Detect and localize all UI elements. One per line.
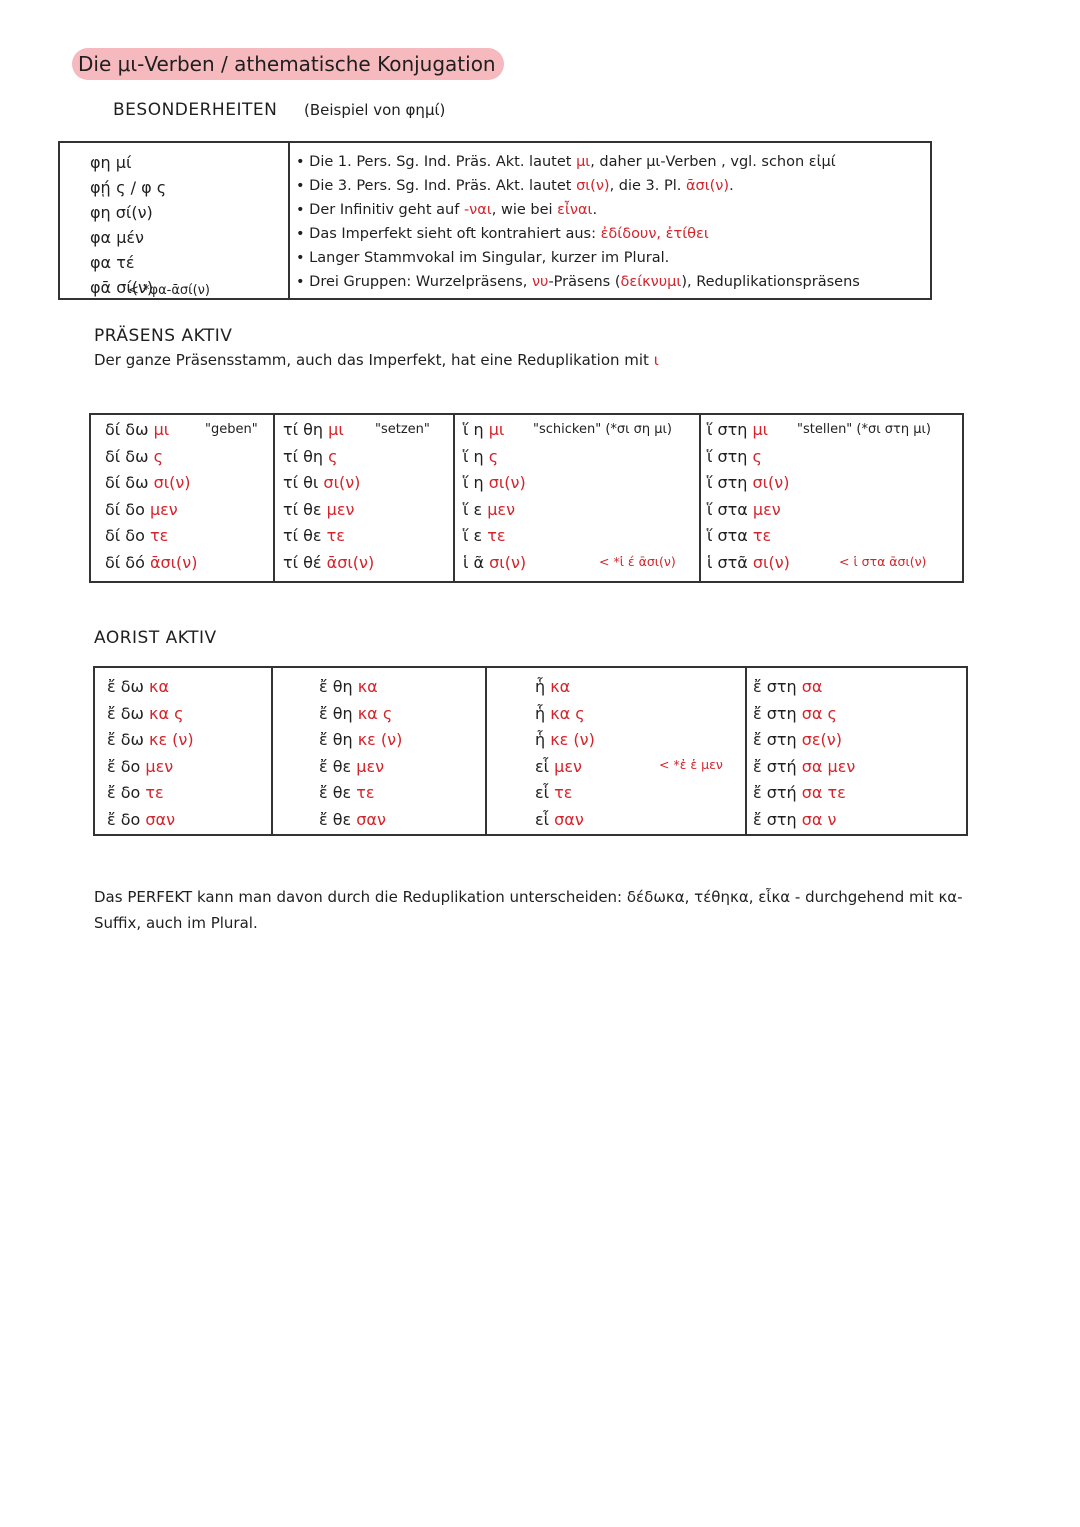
phemi-form: φᾱ σί(ν): [90, 278, 154, 297]
form-row: ἵ στα μεν: [707, 499, 781, 519]
form-row: δί δο τε: [105, 526, 169, 545]
form-row: ἵ στη ς: [707, 446, 762, 466]
besonderheiten-heading: BESONDERHEITEN: [113, 100, 278, 120]
phemi-form: φῄ ς / φ ς: [90, 178, 167, 197]
meaning-label: "geben": [205, 422, 258, 437]
form-row: ἵ στα τε: [707, 526, 772, 545]
form-row: ἔ στη σε(ν): [753, 730, 842, 749]
form-row: ἵ η μι: [463, 420, 505, 439]
form-row: τί θέ ᾱσι(ν): [283, 552, 375, 572]
form-row: ἵ η ς: [463, 446, 499, 466]
aorist-table: [93, 666, 968, 836]
form-row: ἱ ᾶ σι(ν): [463, 552, 527, 572]
origin-note: < *ἱ έ ᾱσι(ν): [599, 554, 676, 569]
form-row: τί θι σι(ν): [283, 473, 361, 492]
phemi-form: φη σί(ν): [90, 203, 153, 222]
bullet-point: • Die 3. Pers. Sg. Ind. Präs. Akt. lautet σι(ν), die 3. Pl. ᾱσι(ν).: [296, 178, 734, 194]
meaning-label: "schicken" (*σι ση μι): [533, 422, 673, 437]
bullet-point: • Der Infinitiv geht auf -ναι, wie bei εἶναι.: [296, 202, 598, 218]
form-row: ἱ στᾶ σι(ν): [707, 552, 790, 572]
praesens-col-hiemi: [454, 414, 700, 582]
besonderheiten-box: [58, 141, 932, 300]
bullet-point: • Das Imperfekt sieht oft kontrahiert aus: ἐδίδουν, ἐτίθει: [296, 226, 709, 242]
form-row: δί δο μεν: [105, 499, 178, 519]
form-row: δί δό ᾱσι(ν): [105, 552, 198, 572]
form-row: ἔ στη σα ς: [753, 703, 837, 723]
form-row: τί θε τε: [283, 526, 345, 545]
bullet-point: • Die 1. Pers. Sg. Ind. Präs. Akt. lautet μι, daher μι-Verben , vgl. schon εἰμί: [296, 154, 836, 170]
phemi-form: φα τέ: [90, 253, 135, 272]
origin-note: < *ἐ ἑ μεν: [659, 757, 723, 772]
phemi-origin-note: < *φα-ᾱσί(ν): [128, 283, 210, 298]
form-row: τί θη μι: [283, 420, 344, 439]
form-row: εἷ μεν: [535, 756, 582, 776]
bullet-point: • Langer Stammvokal im Singular, kurzer im Plural.: [296, 250, 670, 266]
form-row: ἔ στη σα: [753, 677, 823, 696]
form-row: ἔ δω κε (ν): [107, 730, 194, 749]
form-row: ἵ στη μι: [707, 420, 769, 439]
form-row: δί δω μι: [105, 420, 170, 439]
form-row: ἵ ε μεν: [463, 499, 515, 519]
form-row: ἔ δο τε: [107, 783, 164, 802]
form-row: ἔ στή σα μεν: [753, 756, 856, 776]
phemi-forms: [60, 143, 290, 298]
form-row: ἔ θε τε: [319, 783, 375, 802]
form-row: ἵ στη σι(ν): [707, 473, 790, 492]
form-row: ἔ στη σα ν: [753, 809, 837, 829]
form-row: ἵ ε τε: [463, 526, 506, 545]
praesens-col-didomi: [90, 414, 274, 582]
aorist-col-2: [272, 667, 486, 835]
aorist-col-3: [486, 667, 746, 835]
praesens-heading: PRÄSENS AKTIV: [94, 326, 233, 346]
perfekt-note: Das PERFEKT kann man davon durch die Reduplikation unterscheiden: δέδωκα, τέθηκα, εἷκα - durchgehend mit κα-Suffix, auch im Plural.: [94, 888, 963, 932]
phemi-form: φα μέν: [90, 228, 144, 247]
praesens-table: [89, 413, 964, 583]
meaning-label: "stellen" (*σι στη μι): [797, 422, 931, 437]
form-row: ἵ η σι(ν): [463, 473, 526, 492]
praesens-intro: Der ganze Präsensstamm, auch das Imperfekt, hat eine Reduplikation mit ι: [94, 351, 659, 369]
aorist-heading: AORIST AKTIV: [94, 628, 217, 648]
form-row: ἧ κε (ν): [535, 730, 595, 749]
form-row: ἔ θε μεν: [319, 756, 385, 776]
form-row: ἔ στή σα τε: [753, 783, 846, 802]
phemi-form: φη μί: [90, 153, 132, 172]
page-title: [72, 48, 504, 80]
meaning-label: "setzen": [375, 422, 430, 437]
aorist-col-1: [94, 667, 272, 835]
form-row: ἔ δο μεν: [107, 756, 174, 776]
form-row: δί δω ς: [105, 446, 163, 466]
origin-note: < ἱ στα ᾱσι(ν): [839, 554, 927, 569]
form-row: ἔ θη κα ς: [319, 703, 393, 723]
form-row: ἔ δο σαν: [107, 809, 176, 829]
aorist-col-4: [746, 667, 967, 835]
besonderheiten-example: (Beispiel von φημί): [304, 101, 446, 119]
form-row: ἔ θη κε (ν): [319, 730, 403, 749]
form-row: τί θη ς: [283, 446, 338, 466]
page-title-text: Die μι-Verben / athematische Konjugation: [78, 52, 496, 76]
praesens-col-histemi: [700, 414, 963, 582]
bullet-point: • Drei Gruppen: Wurzelpräsens, νυ-Präsens (δείκνυμι), Reduplikationspräsens: [296, 274, 860, 290]
besonderheiten-bullets: [296, 150, 932, 294]
form-row: δί δω σι(ν): [105, 473, 191, 492]
form-row: ἔ θη κα: [319, 677, 378, 696]
form-row: ἧ κα ς: [535, 703, 585, 723]
form-row: τί θε μεν: [283, 499, 355, 519]
form-row: εἷ τε: [535, 783, 573, 802]
form-row: ἔ θε σαν: [319, 809, 386, 829]
form-row: ἔ δω κα: [107, 677, 169, 696]
form-row: ἔ δω κα ς: [107, 703, 184, 723]
form-row: ἧ κα: [535, 677, 571, 696]
form-row: εἷ σαν: [535, 809, 584, 829]
praesens-col-tithemi: [274, 414, 454, 582]
